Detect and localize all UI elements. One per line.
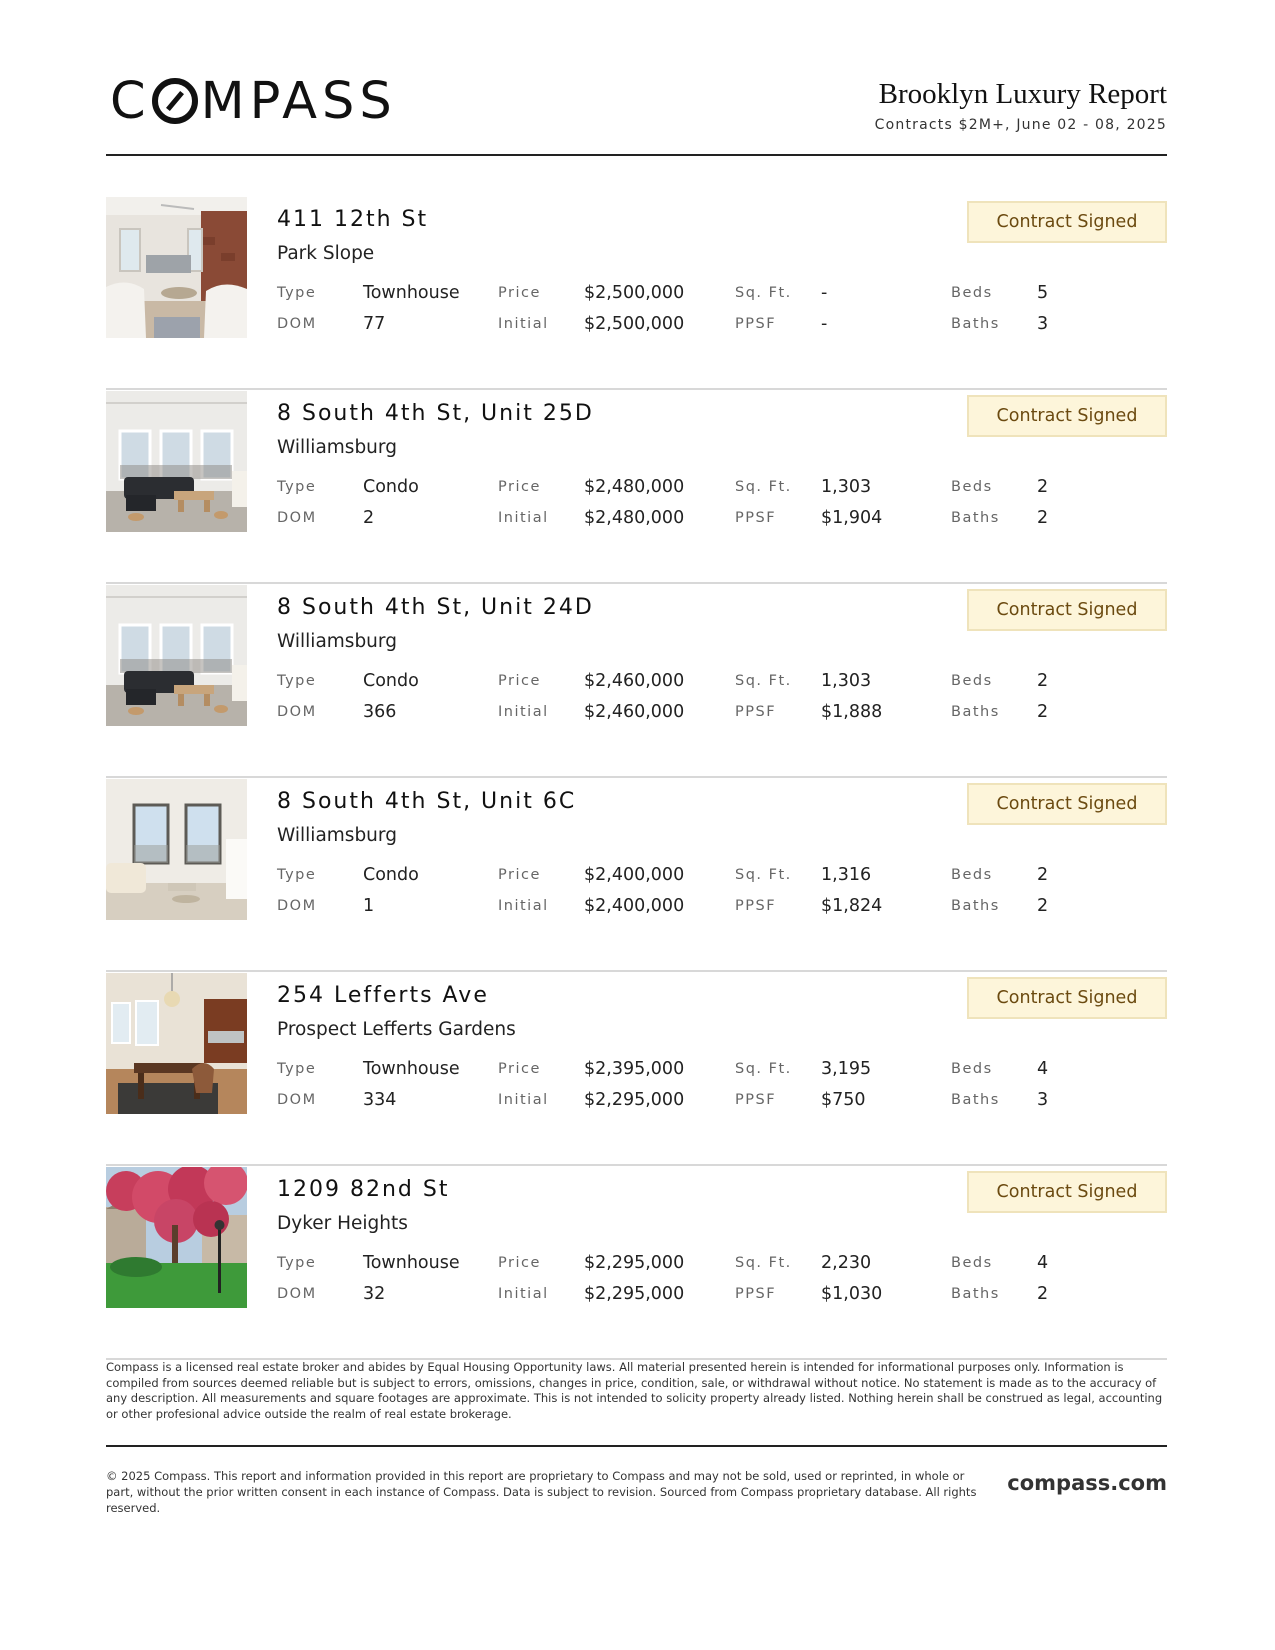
type-value: Townhouse bbox=[363, 283, 460, 303]
sqft-value: - bbox=[821, 283, 828, 303]
beds-label: Beds bbox=[951, 673, 993, 689]
listing-card[interactable] bbox=[106, 585, 1167, 778]
dom-label: DOM bbox=[277, 898, 317, 914]
type-label: Type bbox=[277, 1255, 317, 1271]
ppsf-label: PPSF bbox=[735, 1092, 777, 1108]
type-label: Type bbox=[277, 285, 317, 301]
header-divider bbox=[106, 154, 1167, 156]
initial-label: Initial bbox=[498, 510, 549, 526]
status-badge: Contract Signed bbox=[967, 783, 1167, 825]
listing-card[interactable] bbox=[106, 197, 1167, 390]
ppsf-label: PPSF bbox=[735, 704, 777, 720]
beds-value: 5 bbox=[1037, 283, 1049, 303]
listing-neighborhood: Dyker Heights bbox=[277, 1213, 408, 1234]
status-badge: Contract Signed bbox=[967, 589, 1167, 631]
ppsf-value: $750 bbox=[821, 1090, 866, 1110]
listing-address[interactable]: 411 12th St bbox=[277, 207, 429, 232]
sqft-label: Sq. Ft. bbox=[735, 1061, 792, 1077]
sqft-label: Sq. Ft. bbox=[735, 1255, 792, 1271]
initial-label: Initial bbox=[498, 1092, 549, 1108]
price-label: Price bbox=[498, 285, 541, 301]
listing-address[interactable]: 8 South 4th St, Unit 25D bbox=[277, 401, 594, 426]
beds-value: 4 bbox=[1037, 1253, 1049, 1273]
ppsf-value: $1,824 bbox=[821, 896, 883, 916]
status-badge: Contract Signed bbox=[967, 201, 1167, 243]
status-badge: Contract Signed bbox=[967, 1171, 1167, 1213]
listing-address[interactable]: 8 South 4th St, Unit 24D bbox=[277, 595, 594, 620]
report-title: Brooklyn Luxury Report bbox=[878, 78, 1167, 110]
copyright-text: © 2025 Compass. This report and information provided in this report are proprietary to Compass and may not be sold, used or reprinted, in whole or part, without the prior written consent in each instance of Compass. Data is subject to revision. Sourced from Compass proprietary database. All rights reserved. bbox=[106, 1469, 977, 1515]
type-label: Type bbox=[277, 673, 317, 689]
listing-address[interactable]: 1209 82nd St bbox=[277, 1177, 450, 1202]
beds-value: 2 bbox=[1037, 865, 1049, 885]
dom-value: 32 bbox=[363, 1284, 386, 1304]
dom-value: 1 bbox=[363, 896, 375, 916]
type-value: Townhouse bbox=[363, 1253, 460, 1273]
compass-o-icon bbox=[152, 78, 198, 124]
listing-photo[interactable] bbox=[106, 585, 247, 726]
price-label: Price bbox=[498, 1255, 541, 1271]
baths-label: Baths bbox=[951, 704, 1000, 720]
price-label: Price bbox=[498, 673, 541, 689]
initial-label: Initial bbox=[498, 704, 549, 720]
sqft-label: Sq. Ft. bbox=[735, 285, 792, 301]
beds-label: Beds bbox=[951, 479, 993, 495]
dom-value: 366 bbox=[363, 702, 397, 722]
initial-value: $2,460,000 bbox=[584, 702, 685, 722]
sqft-label: Sq. Ft. bbox=[735, 673, 792, 689]
listing-card[interactable] bbox=[106, 391, 1167, 584]
type-value: Townhouse bbox=[363, 1059, 460, 1079]
baths-label: Baths bbox=[951, 898, 1000, 914]
status-badge: Contract Signed bbox=[967, 977, 1167, 1019]
sqft-value: 3,195 bbox=[821, 1059, 872, 1079]
ppsf-value: $1,888 bbox=[821, 702, 883, 722]
price-value: $2,400,000 bbox=[584, 865, 685, 885]
sqft-label: Sq. Ft. bbox=[735, 867, 792, 883]
type-label: Type bbox=[277, 1061, 317, 1077]
type-label: Type bbox=[277, 479, 317, 495]
beds-label: Beds bbox=[951, 1061, 993, 1077]
baths-label: Baths bbox=[951, 316, 1000, 332]
baths-label: Baths bbox=[951, 1286, 1000, 1302]
listing-address[interactable]: 8 South 4th St, Unit 6C bbox=[277, 789, 577, 814]
dom-label: DOM bbox=[277, 704, 317, 720]
initial-value: $2,295,000 bbox=[584, 1090, 685, 1110]
price-value: $2,480,000 bbox=[584, 477, 685, 497]
status-badge: Contract Signed bbox=[967, 395, 1167, 437]
listing-address[interactable]: 254 Lefferts Ave bbox=[277, 983, 489, 1008]
site-link[interactable]: compass.com bbox=[1007, 1471, 1167, 1495]
compass-logo: C MPASS bbox=[110, 71, 397, 131]
beds-value: 4 bbox=[1037, 1059, 1049, 1079]
footer-divider bbox=[106, 1445, 1167, 1447]
beds-value: 2 bbox=[1037, 477, 1049, 497]
report-header bbox=[106, 71, 1167, 156]
price-label: Price bbox=[498, 867, 541, 883]
ppsf-label: PPSF bbox=[735, 898, 777, 914]
initial-label: Initial bbox=[498, 1286, 549, 1302]
listing-card[interactable] bbox=[106, 1167, 1167, 1360]
baths-value: 3 bbox=[1037, 314, 1049, 334]
dom-label: DOM bbox=[277, 1092, 317, 1108]
type-value: Condo bbox=[363, 477, 419, 497]
initial-label: Initial bbox=[498, 316, 549, 332]
listing-photo[interactable] bbox=[106, 779, 247, 920]
price-value: $2,295,000 bbox=[584, 1253, 685, 1273]
baths-label: Baths bbox=[951, 1092, 1000, 1108]
dom-value: 334 bbox=[363, 1090, 397, 1110]
dom-value: 77 bbox=[363, 314, 386, 334]
baths-value: 2 bbox=[1037, 896, 1049, 916]
ppsf-value: - bbox=[821, 314, 828, 334]
type-value: Condo bbox=[363, 865, 419, 885]
baths-label: Baths bbox=[951, 510, 1000, 526]
listing-neighborhood: Williamsburg bbox=[277, 631, 397, 652]
listing-photo[interactable] bbox=[106, 973, 247, 1114]
report-subtitle: Contracts $2M+, June 02 - 08, 2025 bbox=[874, 117, 1167, 133]
price-value: $2,460,000 bbox=[584, 671, 685, 691]
beds-label: Beds bbox=[951, 285, 993, 301]
listing-photo[interactable] bbox=[106, 1167, 247, 1308]
initial-value: $2,500,000 bbox=[584, 314, 685, 334]
price-label: Price bbox=[498, 1061, 541, 1077]
sqft-value: 1,303 bbox=[821, 477, 872, 497]
initial-value: $2,295,000 bbox=[584, 1284, 685, 1304]
dom-value: 2 bbox=[363, 508, 375, 528]
ppsf-label: PPSF bbox=[735, 316, 777, 332]
sqft-value: 2,230 bbox=[821, 1253, 872, 1273]
baths-value: 3 bbox=[1037, 1090, 1049, 1110]
beds-value: 2 bbox=[1037, 671, 1049, 691]
sqft-value: 1,303 bbox=[821, 671, 872, 691]
beds-label: Beds bbox=[951, 867, 993, 883]
sqft-value: 1,316 bbox=[821, 865, 872, 885]
disclaimer-text: Compass is a licensed real estate broker and abides by Equal Housing Opportunity laws. All material presented herein is intended for informational purposes only. Information is compiled from sources deemed reliable but is subject to errors, omissions, changes in price, condition, sale, or withdrawal without notice. No statement is made as to the accuracy of any description. All measurements and square footages are approximate. This is not intended to solicity property already listed. Nothing herein shall be construed as legal, accounting or other profesional advice outside the realm of real estate brokerage. bbox=[106, 1360, 1163, 1421]
baths-value: 2 bbox=[1037, 702, 1049, 722]
listing-card[interactable] bbox=[106, 779, 1167, 972]
initial-value: $2,480,000 bbox=[584, 508, 685, 528]
ppsf-value: $1,030 bbox=[821, 1284, 883, 1304]
initial-label: Initial bbox=[498, 898, 549, 914]
price-label: Price bbox=[498, 479, 541, 495]
baths-value: 2 bbox=[1037, 1284, 1049, 1304]
listing-card[interactable] bbox=[106, 973, 1167, 1166]
dom-label: DOM bbox=[277, 510, 317, 526]
listing-photo[interactable] bbox=[106, 391, 247, 532]
initial-value: $2,400,000 bbox=[584, 896, 685, 916]
type-label: Type bbox=[277, 867, 317, 883]
sqft-label: Sq. Ft. bbox=[735, 479, 792, 495]
dom-label: DOM bbox=[277, 1286, 317, 1302]
type-value: Condo bbox=[363, 671, 419, 691]
listing-neighborhood: Williamsburg bbox=[277, 825, 397, 846]
ppsf-value: $1,904 bbox=[821, 508, 883, 528]
listing-neighborhood: Williamsburg bbox=[277, 437, 397, 458]
ppsf-label: PPSF bbox=[735, 510, 777, 526]
listing-photo[interactable] bbox=[106, 197, 247, 338]
listing-neighborhood: Prospect Lefferts Gardens bbox=[277, 1019, 516, 1040]
listing-neighborhood: Park Slope bbox=[277, 243, 375, 264]
price-value: $2,500,000 bbox=[584, 283, 685, 303]
price-value: $2,395,000 bbox=[584, 1059, 685, 1079]
dom-label: DOM bbox=[277, 316, 317, 332]
ppsf-label: PPSF bbox=[735, 1286, 777, 1302]
beds-label: Beds bbox=[951, 1255, 993, 1271]
baths-value: 2 bbox=[1037, 508, 1049, 528]
